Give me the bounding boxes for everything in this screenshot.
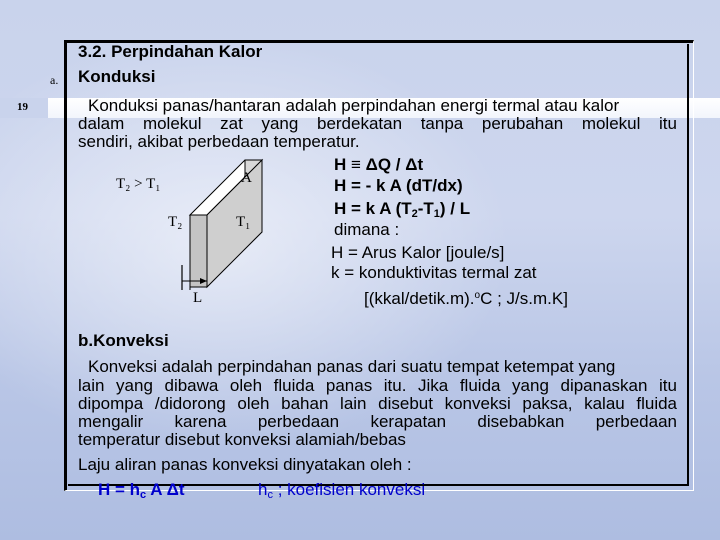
formula-fourier: H = - k A (dT/dx) — [334, 176, 463, 195]
section-title: 3.2. Perpindahan Kalor — [78, 42, 263, 61]
definition-k: k = konduktivitas termal zat — [331, 263, 537, 282]
dimana-label: dimana : — [334, 220, 400, 239]
konduksi-line-3: sendiri, akibat perbedaan temperatur. — [78, 132, 360, 151]
konduksi-line-1: Konduksi panas/hantaran adalah perpindahan energi termal atau kalor — [88, 96, 620, 115]
units-k: [(kkal/detik.m).$^o$C ; J/s.m.K] — [364, 289, 568, 308]
definition-H: H = Arus Kalor [joule/s] — [331, 243, 505, 262]
konveksi-rate-line: Laju aliran panas konveksi dinyatakan oleh : — [78, 455, 412, 474]
slide-number: 19 — [17, 101, 28, 113]
konveksi-line-1: Konveksi adalah perpindahan panas dari suatu tempat ketempat yang — [88, 357, 616, 376]
hot-side-label: T₂ — [168, 214, 183, 230]
konduksi-title: Konduksi — [78, 67, 156, 86]
formula-heat-current: H ≡ ΔQ / Δt — [334, 155, 424, 174]
konveksi-line-4: mengalir karena perbedaan kerapatan disebabkan perbedaan — [78, 412, 677, 431]
condition-label: T₂ > T₁ — [116, 176, 161, 192]
length-label: L — [193, 290, 203, 306]
cold-side-label: T₁ — [236, 214, 251, 230]
area-label: A — [241, 170, 252, 186]
konduksi-line-2: dalam molekul zat yang berdekatan tanpa perubahan molekul itu — [78, 114, 677, 133]
konveksi-line-3: dipompa /didorong oleh bahan lain disebut konveksi paksa, kalau fluida — [78, 394, 677, 413]
konveksi-formula: $H = h_c$ A Δt — [98, 480, 185, 501]
slab-front-face — [190, 215, 207, 287]
konveksi-line-5: temperatur disebut konveksi alamiah/bebas — [78, 430, 406, 449]
konveksi-coefficient-note: $h_c$ ; koefisien konveksi — [258, 480, 426, 501]
item-a-marker: a. — [50, 73, 59, 87]
konveksi-title: b.Konveksi — [78, 331, 169, 350]
konveksi-line-2: lain yang dibawa oleh fluida panas itu. Jika fluida yang dipanaskan itu — [78, 376, 677, 395]
formula-slab: H = k A $(T_2-T_1)$ / L — [334, 199, 471, 220]
